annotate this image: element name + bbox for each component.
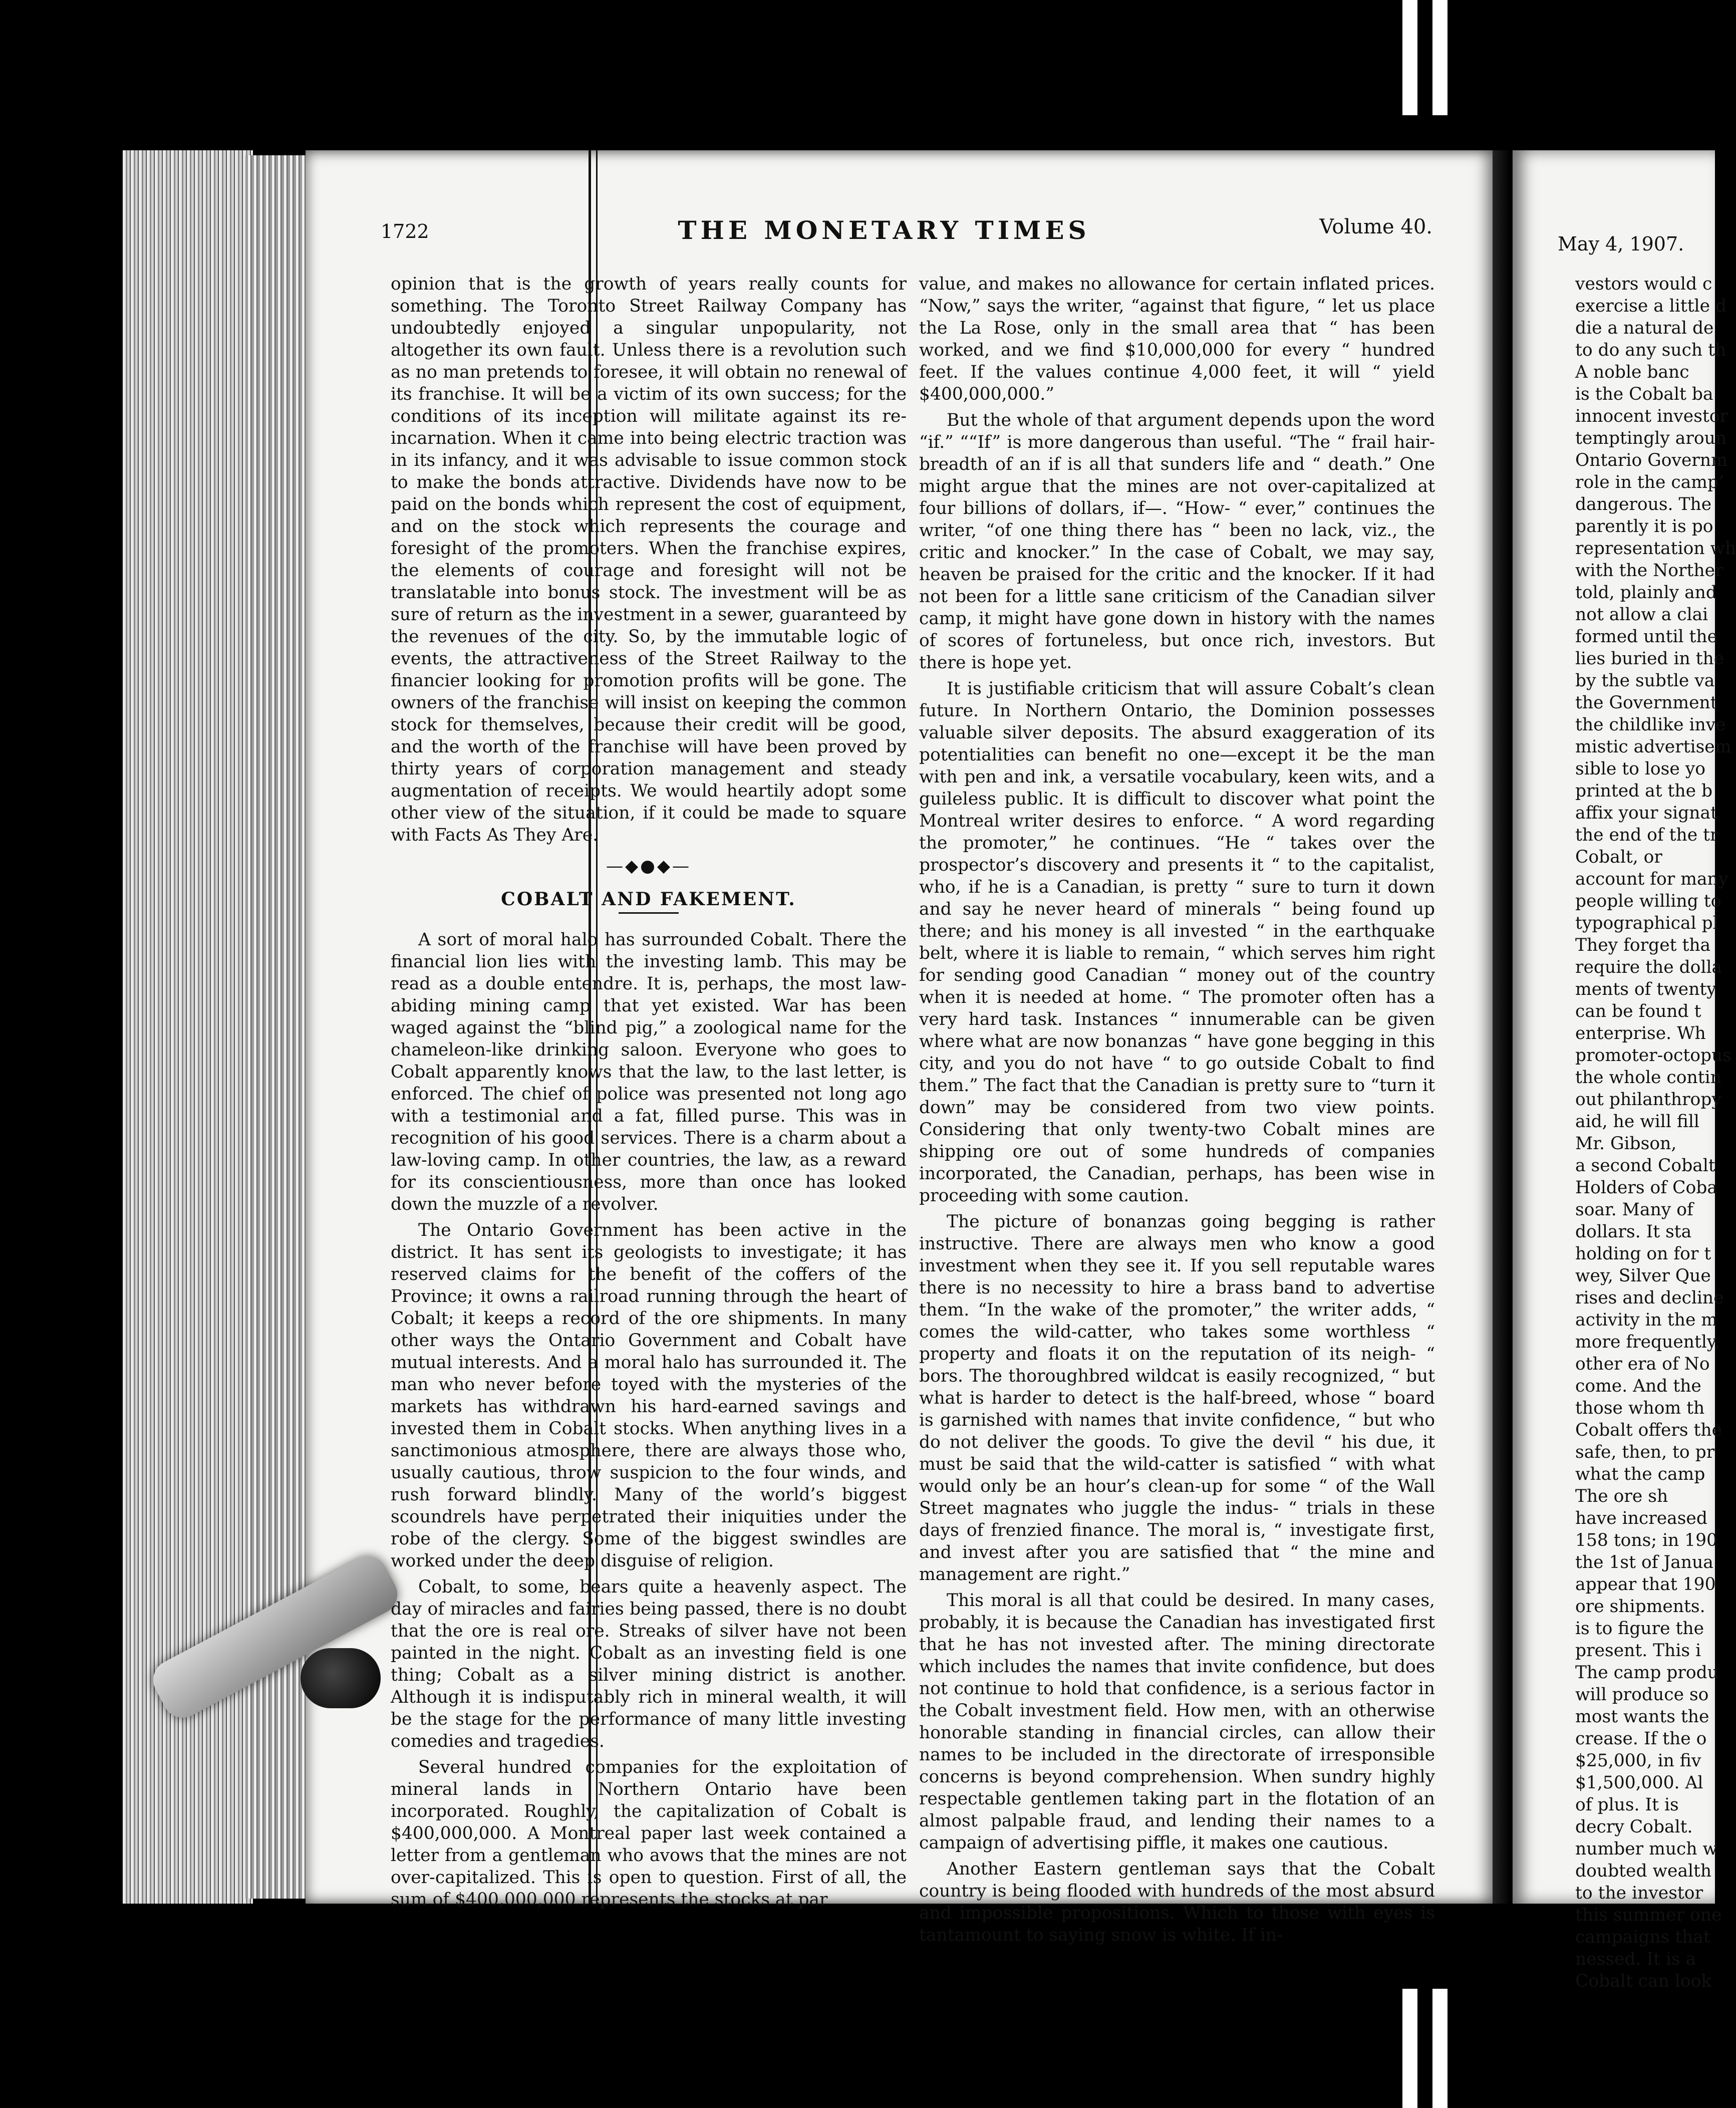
right-page-line: the end of the tr: [1575, 825, 1718, 845]
right-page-line: the 1st of Janua: [1575, 1552, 1713, 1572]
right-page-line: the Government: [1575, 693, 1717, 713]
right-page-line: $1,500,000. Al: [1575, 1773, 1703, 1793]
right-page-date: May 4, 1907.: [1558, 233, 1684, 255]
right-page-line: representation wh: [1575, 539, 1736, 559]
paragraph: Cobalt, to some, bears quite a heavenly aspect. The day of miracles and fairies being passed, there is no doubt that the ore is real ore. Streaks of silver have not been painted in the night. Cobalt as an investing field is one thing; Cobalt as a silver mining district is another. Although it is indisputably rich in mineral wealth, it will be the stage for the performance of many little investing comedies and tragedies.: [391, 1577, 907, 1751]
right-page-line: role in the camp’: [1575, 472, 1724, 492]
right-page: [1513, 150, 1736, 1991]
right-page-line: 158 tons; in 190: [1575, 1530, 1718, 1550]
right-page-line: temptingly aroun: [1575, 428, 1727, 448]
right-page-line: of plus. It is: [1575, 1795, 1679, 1815]
masthead: THE MONETARY TIMES: [678, 215, 1090, 245]
title-rule: [619, 912, 679, 914]
page-header: [321, 215, 1448, 255]
right-page-line: mistic advertisem: [1575, 737, 1731, 757]
right-page-line: the childlike inve: [1575, 715, 1726, 735]
right-page-line: crease. If the o: [1575, 1729, 1707, 1749]
film-mark: [1432, 1989, 1448, 2108]
right-page-line: typographical pl: [1575, 913, 1718, 933]
film-mark: [1402, 1989, 1417, 2108]
right-page-line: doubted wealth: [1575, 1861, 1712, 1881]
paragraph: The Ontario Government has been active in the district. It has sent its geologists to investigate; it has reserved claims for the benefit of the coffers of the Province; it owns a railroad running through the heart of Cobalt; it keeps a record of the ore shipments. In many other ways the Ontario Government and Cobalt have mutual interests. And a moral halo has surrounded it. The man who never before toyed with the mysteries of the markets has withdrawn his hard-earned savings and invested them in Cobalt stocks. When anything lives in a sanctimonious atmosphere, there are always those who, usually cautious, throw suspicion to the four winds, and rush forward blindly. Many of the world’s biggest scoundrels have perpetrated their iniquities under the robe of the clergy. Some of the biggest swindles are worked under the deep disguise of religion.: [391, 1220, 907, 1571]
right-page-line: activity in the m: [1575, 1310, 1718, 1330]
right-page-line: more frequently,: [1575, 1332, 1720, 1352]
right-page-line: those whom th: [1575, 1398, 1705, 1418]
right-page-line: The ore sh: [1575, 1486, 1668, 1506]
paragraph: opinion that is the growth of years really counts for something. The Toronto Street Railway Company has undoubtedly enjoyed a singular unpopularity, not altogether its own fault. Unless there is a revolution such as no man pretends to foresee, it will obtain no renewal of its franchise. It will be a victim of its own success; for the conditions of its inception will militate against its re-incarnation. When it came into being electric traction was in its infancy, and it was advisable to issue common stock to make the bonds attractive. Dividends have now to be paid on the bonds which represent the cost of equipment, and on the stock which represents the courage and foresight of the promoters. When the franchise expires, the elements of courage and foresight will not be translatable into bonus stock. The investment will be as sure of return as the investment in a sewer, guaranteed by the revenues of the city. So, by the immutable logic of events, the attractiveness of the Street Railway to the financier looking for promotion profits will be gone. The owners of the franchise will insist on keeping the common stock for themselves, because their credit will be good, and the worth of the franchise will have been proved by thirty years of corporation management and steady augmentation of receipts. We would heartily adopt some other view of the situation, if it could be made to square with Facts As They Are.: [391, 274, 907, 845]
right-page-line: ments of twenty: [1575, 979, 1716, 999]
right-page-line: other era of No: [1575, 1354, 1710, 1374]
right-page-line: come. And the: [1575, 1376, 1701, 1396]
right-page-line: is the Cobalt ba: [1575, 384, 1713, 404]
right-page-line: die a natural de: [1575, 318, 1714, 338]
right-page-line: is to figure the: [1575, 1619, 1704, 1639]
paragraph: Several hundred companies for the exploitation of mineral lands in Northern Ontario have been incorporated. Roughly, the capitalization of Cobalt is $400,000,000. A Montreal paper last week contained a letter from a gentleman who avows that the mines are not over-capitalized. This is open to question. First of all, the sum of $400,000,000 represents the stocks at par: [391, 1757, 907, 1910]
column-1: [391, 273, 907, 1915]
paragraph: The picture of bonanzas going begging is rather instructive. There are always men who know a good investment when they see it. If you sell reputable wares there is no necessity to hire a brass band to advertise them. “In the wake of the promoter,” the writer adds, “ comes the wild-catter, who takes some worthless “ property and floats it on the reputation of its neigh- “ bors. The thoroughbred wildcat is easily recognized, “ but what is harder to detect is the half-breed, whose “ board is garnished with names that invite confidence, “ but who do not deliver the goods. To give the devil “ his due, it must be said that the wild-catter is satisfied “ with what would only be an hour’s clean-up for some “ of the Wall Street magnates who juggle the indus- “ trials in these days of frenzied finance. The moral is, “ investigate first, and invest after you are satisfied that “ the mine and management are right.”: [919, 1212, 1435, 1585]
right-page-line: Ontario Governm: [1575, 450, 1727, 470]
right-page-line: nessed. It is a: [1575, 1949, 1696, 1969]
column-2: [919, 273, 1435, 1950]
right-page-line: will produce so: [1575, 1685, 1709, 1705]
right-page-line: dollars. It sta: [1575, 1222, 1692, 1242]
right-page-line: people willing to: [1575, 891, 1721, 911]
right-page-column: [1575, 273, 1735, 1992]
right-page-line: The camp produ: [1575, 1663, 1718, 1683]
right-page-line: can be found t: [1575, 1001, 1701, 1021]
page-number: 1722: [381, 220, 429, 242]
right-page-line: Cobalt, or: [1575, 847, 1662, 867]
film-mark: [1402, 0, 1417, 115]
right-page-line: appear that 190: [1575, 1574, 1716, 1595]
film-mark: [1432, 0, 1448, 115]
right-page-line: this summer one: [1575, 1905, 1722, 1925]
paragraph: This moral is all that could be desired. In many cases, probably, it is because the Canadian has investigated first that he has not invested after. The mining directorate which includes the names that invite confidence, but does not continue to hold that confidence, is a serious factor in the Cobalt investment field. How men, with an otherwise honorable standing in financial circles, can allow their names to be included in the directorate of irresponsible concerns is beyond comprehension. When sundry highly respectable gentlemen taking part in the flotation of an almost palpable fraud, and lending their names to a campaign of advertising piffle, it makes one cautious.: [919, 1591, 1435, 1853]
right-page-line: present. This i: [1575, 1641, 1701, 1661]
right-page-line: to the investor: [1575, 1883, 1703, 1903]
paragraph: It is justifiable criticism that will assure Cobalt’s clean future. In Northern Ontario, the Dominion possesses valuable silver deposits. The absurd exaggeration of its potentialities can benefit no one—except it be the man with pen and ink, a versatile vocabulary, keen wits, and a guileless public. It is difficult to discover what point the Montreal writer desires to enforce. “ A word regarding the promoter,” he continues. “He “ takes over the prospector’s discovery and presents it “ to the capitalist, who, if he is a Canadian, is pretty “ sure to turn it down and say he never heard of minerals “ being found up there; and his money is all invested “ in the earthquake belt, where it is liable to remain, “ which serves him right for sending good Canadian “ money out of the country when it is needed at home. “ The promoter often has a very hard task. Instances “ innumerable can be given where what are now bonanzas “ have gone begging in this city, and you do not have “ to go outside Cobalt to find them.” The fact that the Canadian is pretty sure to “turn it down” may be considered from two view points. Considering that only twenty-two Cobalt mines are shipping ore out of some hundreds of companies incorporated, the Canadian, perhaps, has been wise in proceeding with some caution.: [919, 679, 1435, 1206]
ornament-divider: —◆●◆—: [606, 856, 691, 876]
right-page-line: require the dolla: [1575, 957, 1722, 977]
right-page-line: soar. Many of: [1575, 1200, 1693, 1220]
right-page-line: aid, he will fill: [1575, 1112, 1699, 1132]
right-page-line: out philanthropy: [1575, 1090, 1721, 1110]
right-page-line: lies buried in the: [1575, 649, 1724, 669]
right-page-line: with the Norther: [1575, 561, 1723, 581]
right-page-line: They forget tha: [1575, 935, 1711, 955]
right-page-line: ore shipments.: [1575, 1597, 1705, 1617]
right-page-line: account for many: [1575, 869, 1728, 889]
right-page-line: vestors would c: [1575, 274, 1712, 294]
right-page-line: what the camp: [1575, 1464, 1705, 1484]
right-page-line: sible to lose yo: [1575, 759, 1705, 779]
volume-label: Volume 40.: [1319, 215, 1432, 238]
paragraph: Another Eastern gentleman says that the Cobalt country is being flooded with hundreds of the most absurd and impossible propositions. Which to those with eyes is tantamount to saying snow is white. If in-: [919, 1859, 1435, 1945]
right-page-line: formed until the: [1575, 627, 1718, 647]
right-page-line: the whole contin: [1575, 1068, 1721, 1088]
right-page-line: Mr. Gibson,: [1575, 1134, 1677, 1154]
right-page-line: told, plainly and: [1575, 583, 1717, 603]
right-page-line: decry Cobalt.: [1575, 1817, 1693, 1837]
right-page-line: holding on for t: [1575, 1244, 1711, 1264]
right-page-line: Cobalt can look: [1575, 1971, 1712, 1991]
right-page-line: parently it is po: [1575, 516, 1713, 537]
right-page-line: number much w: [1575, 1839, 1718, 1859]
right-page-line: innocent investor: [1575, 406, 1728, 426]
right-page-line: safe, then, to pr: [1575, 1442, 1715, 1462]
right-page-line: Cobalt offers the: [1575, 1420, 1722, 1440]
right-page-line: rises and decline: [1575, 1288, 1724, 1308]
paragraph: But the whole of that argument depends upon the word “if.” ““If” is more dangerous than useful. “The “ frail hair-breadth of an if is all that sunders life and “ death.” One might argue that the mines are not over-capitalized at four billions of dollars, if—. “How- “ ever,” continues the writer, “of one thing there has “ been no lack, viz., the critic and knocker.” In the case of Cobalt, we may say, heaven be praised for the critic and the knocker. If it had not been for a little sane criticism of the Canadian silver camp, it might have gone down in history with the names of scores of fortuneless, but once rich, investors. But there is hope yet.: [919, 410, 1435, 673]
paragraph: A sort of moral halo has surrounded Cobalt. There the financial lion lies with the investing lamb. This may be read as a double entendre. It is, perhaps, the most law-abiding mining camp that yet existed. War has been waged against the “blind pig,” a zoological name for the chameleon-like drinking saloon. Everyone who goes to Cobalt apparently knows that the law, to the last letter, is enforced. The chief of police was presented not long ago with a testimonial and a fat, filled purse. This was in recognition of his good services. There is a charm about a law-loving camp. In other countries, the law, as a reward for its conscientiousness, more than once has looked down the muzzle of a revolver.: [391, 930, 907, 1214]
right-page-line: not allow a clai: [1575, 605, 1708, 625]
right-page-line: promoter-octopus: [1575, 1045, 1731, 1066]
right-page-line: by the subtle va: [1575, 671, 1715, 691]
right-page-line: wey, Silver Que: [1575, 1266, 1711, 1286]
right-page-line: have increased: [1575, 1508, 1707, 1528]
right-page-line: dangerous. The: [1575, 494, 1712, 514]
right-page-line: campaigns that: [1575, 1927, 1710, 1947]
section-title: COBALT AND FAKEMENT.: [501, 889, 796, 910]
right-page-line: $25,000, in fiv: [1575, 1751, 1701, 1771]
right-page-line: a second Cobalt: [1575, 1156, 1715, 1176]
right-page-line: affix your signat: [1575, 803, 1717, 823]
right-page-line: A noble banc: [1575, 362, 1689, 382]
right-page-line: enterprise. Wh: [1575, 1023, 1706, 1043]
right-page-line: printed at the b: [1575, 781, 1713, 801]
paragraph: value, and makes no allowance for certain inflated prices. “Now,” says the writer, “against that figure, “ let us place the La Rose, only in the small area that “ has been worked, and we find $10,000,000 for every “ hundred feet. If the values continue 4,000 feet, it will “ yield $400,000,000.”: [919, 274, 1435, 404]
right-page-line: to do any such th: [1575, 340, 1726, 360]
right-page-line: most wants the: [1575, 1707, 1709, 1727]
right-page-line: exercise a little d: [1575, 296, 1727, 316]
right-page-line: Holders of Coba: [1575, 1178, 1717, 1198]
letter-opener-handle: [301, 1648, 381, 1708]
